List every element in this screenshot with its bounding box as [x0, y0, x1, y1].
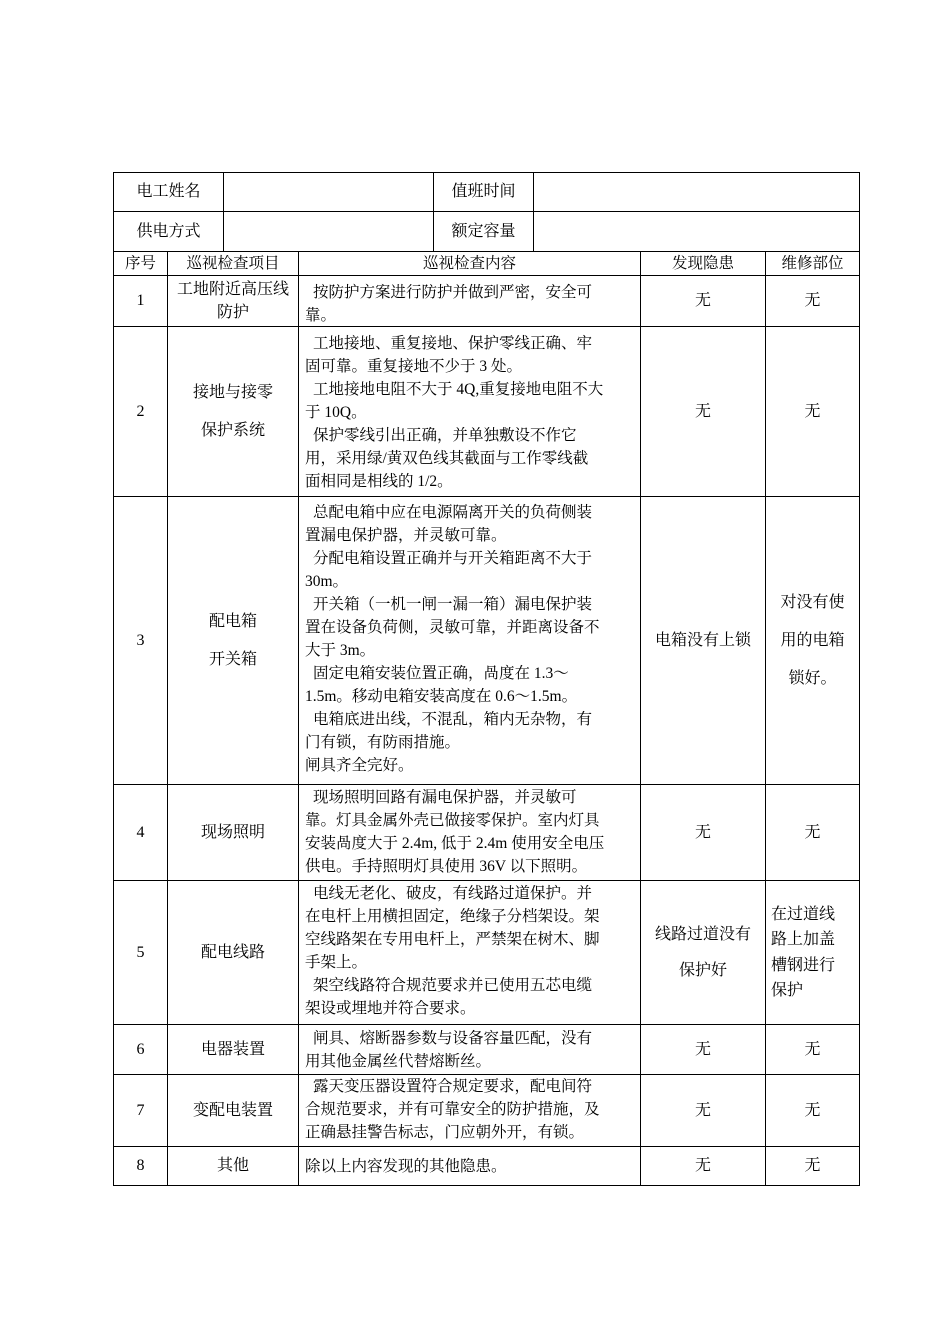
- row-1-item: [168, 276, 298, 326]
- col-header-hazard: 发现隐患: [671, 254, 734, 272]
- content-line: 1.5m。移动电箱安装高度在 0.6〜1.5m。: [305, 688, 578, 705]
- grid-line: [113, 1185, 860, 1186]
- item-line: 开关箱: [208, 650, 257, 668]
- row-5-hazard: [641, 881, 765, 1024]
- grid-line: [859, 172, 860, 1186]
- row-4-item: 现场照明: [200, 823, 265, 841]
- content-line: 架空线路符合规范要求并已使用五芯电缆: [313, 977, 593, 994]
- content-line: 用其他金属丝代替熔断丝。: [305, 1053, 492, 1070]
- hazard-line: 保护好: [678, 961, 727, 979]
- content-line: 空线路架在专用电杆上，严禁架在树木、脚: [305, 931, 600, 948]
- content-line: 闸具、熔断器参数与设备容量匹配，没有: [313, 1030, 593, 1047]
- row-7-hazard: 无: [694, 1101, 711, 1119]
- content-line: 置漏电保护器，并灵敏可靠。: [305, 527, 507, 544]
- content-line: 露天变压器设置符合规定要求，配电间符: [313, 1078, 593, 1095]
- content-line: 电线无老化、破皮，有线路过道保护。并: [313, 885, 593, 902]
- row-1-repair: 无: [804, 292, 821, 309]
- content-line: 架设或埋地并符合要求。: [305, 1000, 476, 1017]
- content-line: 靠。: [305, 307, 337, 324]
- content-line: 大于 3m。: [305, 642, 376, 659]
- item-line: 保护系统: [200, 421, 265, 439]
- content-line: 合规范要求，并有可靠安全的防护措施，及: [305, 1101, 600, 1118]
- content-line: 分配电箱设置正确并与开关箱距离不大于: [313, 550, 593, 567]
- row-3-item: [168, 497, 298, 784]
- content-line: 用，采用绿/黄双色线其截面与工作零线截: [305, 450, 589, 467]
- item-line: 接地与接零: [192, 383, 273, 401]
- content-line: 总配电箱中应在电源隔离开关的负荷侧装: [313, 504, 593, 521]
- content-line: 固定电箱安装位置正确，咼度在 1.3〜: [313, 665, 569, 682]
- row-5-content: [299, 882, 640, 1020]
- power-supply-value[interactable]: [224, 212, 433, 251]
- row-1-no: 1: [136, 292, 145, 309]
- content-line: 现场照明回路有漏电保护器，并灵敏可: [313, 789, 577, 806]
- repair-line: 对没有使: [780, 593, 845, 611]
- row-4-hazard: 无: [694, 823, 711, 841]
- row-5-repair: [766, 881, 859, 1024]
- repair-line: 用的电箱: [780, 631, 845, 649]
- row-7-content: [299, 1075, 640, 1144]
- power-supply-label: 供电方式: [136, 222, 201, 240]
- row-8-item: 其他: [216, 1157, 249, 1174]
- content-line: 保护零线引出正确，并单独敷设不作它: [313, 427, 577, 444]
- item-line: 配电箱: [208, 612, 257, 630]
- row-5-item: 配电线路: [200, 943, 265, 961]
- row-6-item: 电器装置: [200, 1040, 265, 1058]
- rated-capacity-value[interactable]: [534, 212, 859, 251]
- content-line: 开关箱（一机一闸一漏一箱）漏电保护装: [313, 596, 593, 613]
- content-line: 靠。灯具金属外壳已做接零保护。室内灯具: [305, 812, 600, 829]
- row-6-content: [299, 1027, 640, 1073]
- content-line: 面相同是相线的 1/2。: [305, 473, 453, 490]
- content-line: 固可靠。重复接地不少于 3 处。: [305, 358, 523, 375]
- content-line: 置在设备负荷侧，灵敏可靠，并距离设备不: [305, 619, 600, 636]
- duty-time-label: 值班时间: [451, 183, 516, 200]
- content-line: 除以上内容发现的其他隐患。: [305, 1158, 507, 1175]
- repair-line: 锁好。: [788, 669, 837, 687]
- hazard-line: 线路过道没有: [654, 925, 751, 943]
- row-4-no: 4: [136, 823, 145, 841]
- repair-line: 保护: [771, 982, 804, 999]
- content-line: 30m。: [305, 573, 349, 590]
- row-1-hazard: 无: [694, 292, 711, 309]
- repair-line: 槽钢进行: [771, 956, 836, 974]
- content-line: 闸具齐全完好。: [305, 757, 414, 774]
- content-line: 门有锁，有防雨措施。: [305, 734, 461, 751]
- row-8-no: 8: [136, 1157, 145, 1174]
- rated-capacity-label: 额定容量: [451, 222, 516, 240]
- content-line: 工地接地电阻不大于 4Q,重复接地电阻不大: [313, 381, 604, 398]
- repair-line: 在过道线: [771, 905, 836, 923]
- row-6-hazard: 无: [694, 1040, 711, 1058]
- row-8-repair: 无: [804, 1157, 821, 1174]
- content-line: 供电。手持照明灯具使用 36V 以下照明。: [305, 858, 588, 875]
- row-8-hazard: 无: [694, 1157, 711, 1174]
- duty-time-value[interactable]: [534, 173, 859, 211]
- row-3-repair: [766, 497, 859, 784]
- col-header-repair: 维修部位: [781, 254, 844, 272]
- row-3-hazard: 电箱没有上锁: [654, 631, 751, 649]
- row-5-no: 5: [136, 943, 145, 961]
- electrician-name-value[interactable]: [224, 173, 433, 211]
- row-3-no: 3: [136, 631, 145, 649]
- content-line: 电箱底进出线，不混乱，箱内无杂物，有: [313, 711, 593, 728]
- content-line: 工地接地、重复接地、保护零线正确、牢: [313, 335, 593, 352]
- row-2-no: 2: [136, 402, 145, 420]
- row-1-content: [299, 281, 640, 327]
- row-3-content: [299, 501, 640, 777]
- row-6-no: 6: [136, 1040, 145, 1058]
- col-header-content: 巡视检查内容: [422, 254, 516, 272]
- content-line: 于 10Q。: [305, 404, 367, 421]
- row-2-hazard: 无: [694, 402, 711, 420]
- content-line: 在电杆上用横担固定，绝缘子分档架设。架: [305, 908, 600, 925]
- row-8-content: [299, 1155, 640, 1178]
- col-header-item: 巡视检查项目: [186, 254, 280, 272]
- row-2-repair: 无: [804, 402, 821, 420]
- content-line: 按防护方案进行防护并做到严密，安全可: [313, 284, 593, 301]
- row-7-repair: 无: [804, 1101, 821, 1119]
- electrician-name-label: 电工姓名: [136, 183, 201, 200]
- content-line: 正确悬挂警告标志，门应朝外开，有锁。: [305, 1124, 585, 1141]
- row-4-repair: 无: [804, 823, 821, 841]
- item-line: 防护: [216, 304, 249, 321]
- row-4-content: [299, 786, 640, 878]
- col-header-no: 序号: [124, 254, 156, 272]
- repair-line: 路上加盖: [771, 931, 836, 948]
- row-2-item: [168, 327, 298, 496]
- row-6-repair: 无: [804, 1040, 821, 1058]
- content-line: 手架上。: [305, 954, 368, 971]
- row-7-item: 变配电装置: [192, 1101, 273, 1119]
- row-7-no: 7: [136, 1101, 145, 1119]
- content-line: 安装咼度大于 2.4m, 低于 2.4m 使用安全电压: [305, 835, 605, 852]
- row-2-content: [299, 332, 640, 493]
- item-line: 工地附近高压线: [176, 281, 289, 298]
